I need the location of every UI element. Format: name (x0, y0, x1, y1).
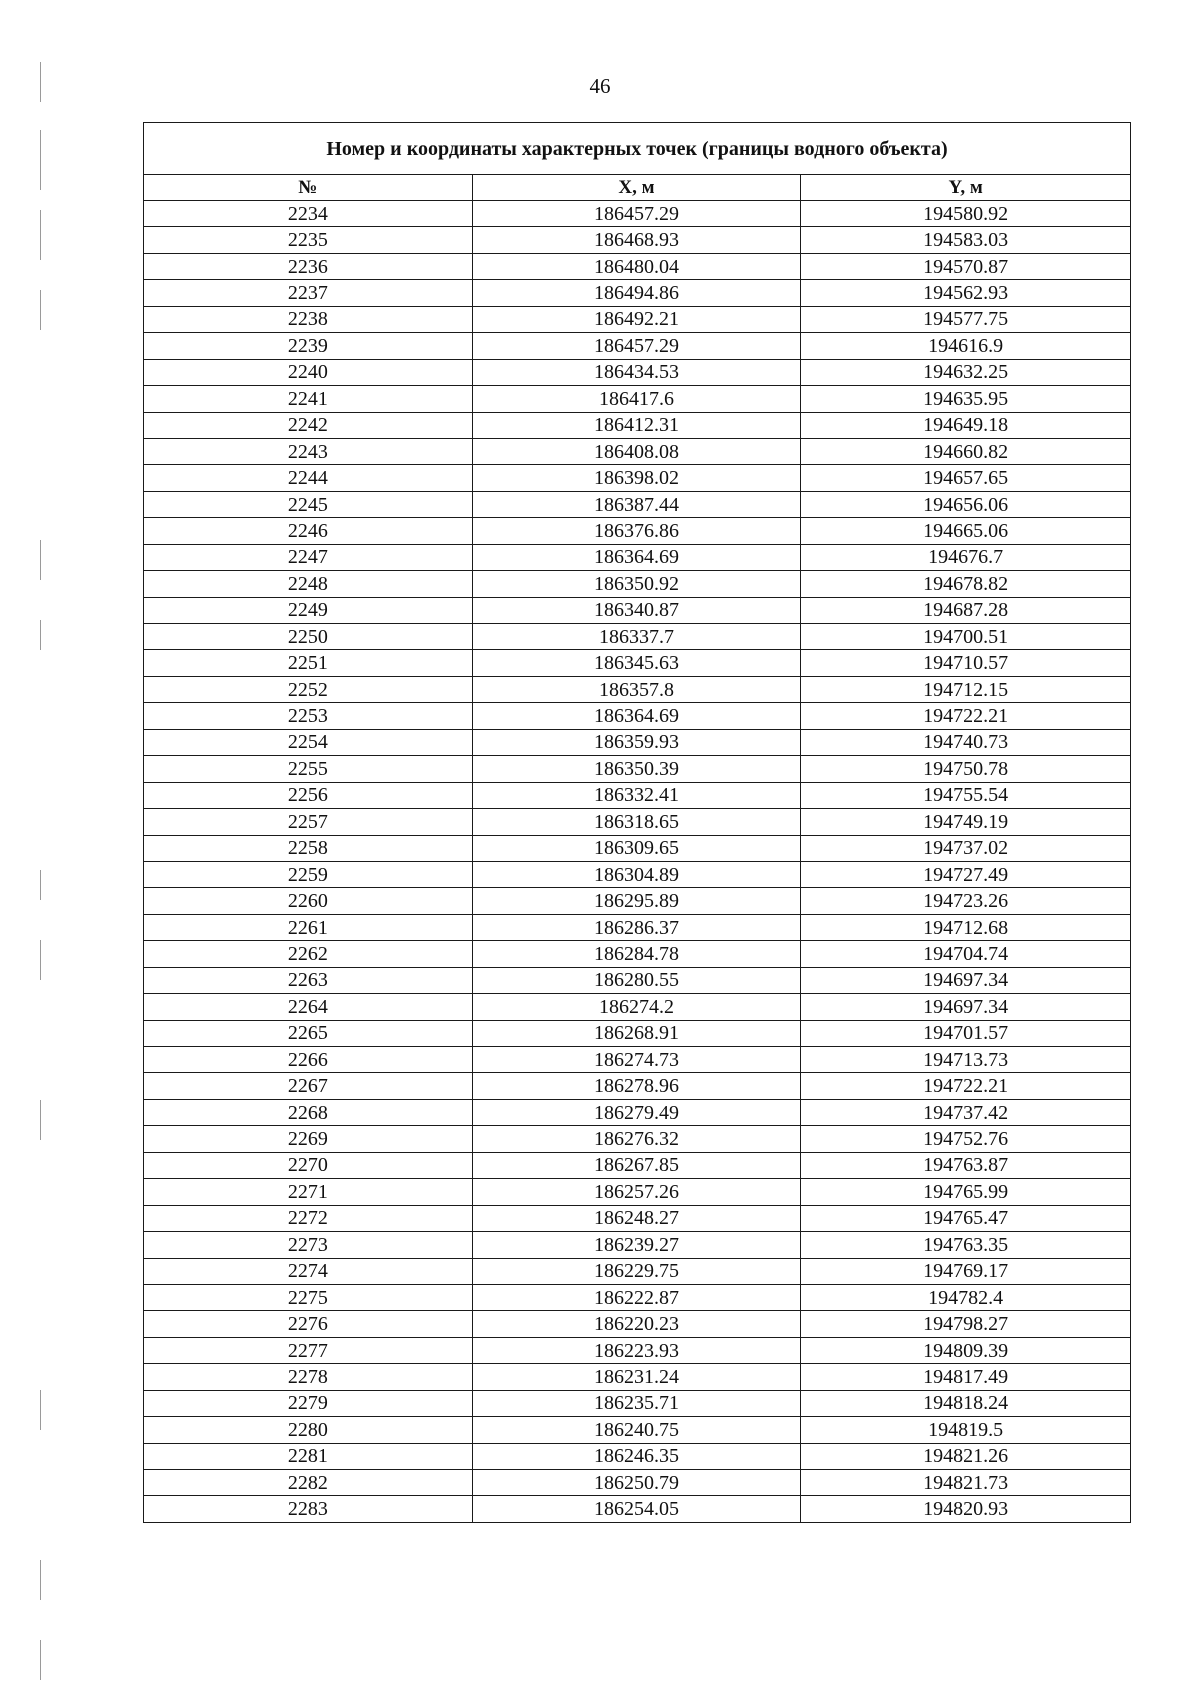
cell-x-coordinate: 186274.2 (472, 994, 801, 1020)
cell-y-coordinate: 194570.87 (801, 253, 1131, 279)
cell-x-coordinate: 186304.89 (472, 861, 801, 887)
cell-point-number: 2256 (144, 782, 473, 808)
cell-y-coordinate: 194700.51 (801, 624, 1131, 650)
cell-x-coordinate: 186235.71 (472, 1390, 801, 1416)
cell-point-number: 2255 (144, 756, 473, 782)
table-row (144, 280, 1131, 306)
cell-y-coordinate: 194769.17 (801, 1258, 1131, 1284)
table-body (144, 201, 1131, 1523)
cell-x-coordinate: 186350.39 (472, 756, 801, 782)
cell-point-number: 2261 (144, 914, 473, 940)
cell-y-coordinate: 194722.21 (801, 703, 1131, 729)
cell-point-number: 2270 (144, 1152, 473, 1178)
table-row (144, 624, 1131, 650)
cell-y-coordinate: 194665.06 (801, 518, 1131, 544)
cell-point-number: 2258 (144, 835, 473, 861)
cell-y-coordinate: 194635.95 (801, 386, 1131, 412)
cell-y-coordinate: 194820.93 (801, 1496, 1131, 1522)
cell-x-coordinate: 186468.93 (472, 227, 801, 253)
cell-x-coordinate: 186332.41 (472, 782, 801, 808)
cell-point-number: 2265 (144, 1020, 473, 1046)
column-header-number: № (144, 175, 473, 201)
cell-x-coordinate: 186284.78 (472, 941, 801, 967)
cell-x-coordinate: 186492.21 (472, 306, 801, 332)
cell-y-coordinate: 194818.24 (801, 1390, 1131, 1416)
cell-point-number: 2264 (144, 994, 473, 1020)
cell-x-coordinate: 186387.44 (472, 491, 801, 517)
table-row (144, 359, 1131, 385)
cell-x-coordinate: 186318.65 (472, 809, 801, 835)
cell-point-number: 2240 (144, 359, 473, 385)
table-row (144, 650, 1131, 676)
cell-point-number: 2251 (144, 650, 473, 676)
cell-point-number: 2263 (144, 967, 473, 993)
cell-y-coordinate: 194723.26 (801, 888, 1131, 914)
cell-point-number: 2273 (144, 1232, 473, 1258)
table-row (144, 1205, 1131, 1231)
table-row (144, 1258, 1131, 1284)
cell-x-coordinate: 186480.04 (472, 253, 801, 279)
table-row (144, 1284, 1131, 1310)
cell-point-number: 2259 (144, 861, 473, 887)
cell-y-coordinate: 194697.34 (801, 967, 1131, 993)
table-row (144, 782, 1131, 808)
cell-y-coordinate: 194755.54 (801, 782, 1131, 808)
table-row (144, 306, 1131, 332)
cell-x-coordinate: 186239.27 (472, 1232, 801, 1258)
table-title-row (144, 123, 1131, 175)
cell-x-coordinate: 186345.63 (472, 650, 801, 676)
table-row (144, 941, 1131, 967)
cell-x-coordinate: 186257.26 (472, 1179, 801, 1205)
cell-point-number: 2269 (144, 1126, 473, 1152)
table-row (144, 676, 1131, 702)
table-row (144, 544, 1131, 570)
cell-y-coordinate: 194765.47 (801, 1205, 1131, 1231)
cell-y-coordinate: 194687.28 (801, 597, 1131, 623)
cell-y-coordinate: 194649.18 (801, 412, 1131, 438)
cell-x-coordinate: 186417.6 (472, 386, 801, 412)
cell-x-coordinate: 186457.29 (472, 201, 801, 227)
cell-point-number: 2249 (144, 597, 473, 623)
cell-point-number: 2245 (144, 491, 473, 517)
scan-edge-mark (40, 130, 41, 190)
column-header-x: X, м (472, 175, 801, 201)
cell-point-number: 2234 (144, 201, 473, 227)
scan-edge-mark (40, 290, 41, 330)
cell-y-coordinate: 194616.9 (801, 333, 1131, 359)
cell-point-number: 2242 (144, 412, 473, 438)
cell-x-coordinate: 186359.93 (472, 729, 801, 755)
cell-point-number: 2281 (144, 1443, 473, 1469)
cell-y-coordinate: 194722.21 (801, 1073, 1131, 1099)
table-row (144, 756, 1131, 782)
table-row (144, 729, 1131, 755)
cell-y-coordinate: 194765.99 (801, 1179, 1131, 1205)
cell-x-coordinate: 186240.75 (472, 1417, 801, 1443)
cell-point-number: 2282 (144, 1470, 473, 1496)
cell-y-coordinate: 194819.5 (801, 1417, 1131, 1443)
scan-edge-mark (40, 940, 41, 980)
cell-point-number: 2252 (144, 676, 473, 702)
cell-x-coordinate: 186246.35 (472, 1443, 801, 1469)
cell-point-number: 2254 (144, 729, 473, 755)
cell-y-coordinate: 194737.02 (801, 835, 1131, 861)
cell-x-coordinate: 186248.27 (472, 1205, 801, 1231)
cell-point-number: 2272 (144, 1205, 473, 1231)
table-row (144, 703, 1131, 729)
cell-y-coordinate: 194712.15 (801, 676, 1131, 702)
table-row (144, 1390, 1131, 1416)
cell-point-number: 2276 (144, 1311, 473, 1337)
table-row (144, 1417, 1131, 1443)
table-row (144, 1073, 1131, 1099)
cell-x-coordinate: 186364.69 (472, 544, 801, 570)
cell-x-coordinate: 186340.87 (472, 597, 801, 623)
cell-y-coordinate: 194817.49 (801, 1364, 1131, 1390)
cell-x-coordinate: 186279.49 (472, 1099, 801, 1125)
cell-x-coordinate: 186268.91 (472, 1020, 801, 1046)
cell-x-coordinate: 186274.73 (472, 1047, 801, 1073)
cell-point-number: 2267 (144, 1073, 473, 1099)
cell-point-number: 2260 (144, 888, 473, 914)
table-row (144, 1364, 1131, 1390)
table-row (144, 835, 1131, 861)
cell-y-coordinate: 194798.27 (801, 1311, 1131, 1337)
table-row (144, 1020, 1131, 1046)
table-row (144, 227, 1131, 253)
cell-y-coordinate: 194656.06 (801, 491, 1131, 517)
cell-x-coordinate: 186254.05 (472, 1496, 801, 1522)
cell-y-coordinate: 194713.73 (801, 1047, 1131, 1073)
cell-point-number: 2274 (144, 1258, 473, 1284)
table-row (144, 491, 1131, 517)
table-row (144, 465, 1131, 491)
cell-y-coordinate: 194782.4 (801, 1284, 1131, 1310)
scan-edge-mark (40, 540, 41, 580)
cell-point-number: 2278 (144, 1364, 473, 1390)
cell-point-number: 2262 (144, 941, 473, 967)
table-row (144, 1443, 1131, 1469)
cell-x-coordinate: 186309.65 (472, 835, 801, 861)
table-title: Номер и координаты характерных точек (границы водного объекта) (144, 123, 1131, 175)
cell-y-coordinate: 194710.57 (801, 650, 1131, 676)
table-row (144, 914, 1131, 940)
cell-y-coordinate: 194577.75 (801, 306, 1131, 332)
cell-x-coordinate: 186398.02 (472, 465, 801, 491)
table-row (144, 967, 1131, 993)
cell-point-number: 2257 (144, 809, 473, 835)
cell-x-coordinate: 186376.86 (472, 518, 801, 544)
table-row (144, 1496, 1131, 1522)
cell-point-number: 2239 (144, 333, 473, 359)
cell-y-coordinate: 194749.19 (801, 809, 1131, 835)
cell-y-coordinate: 194657.65 (801, 465, 1131, 491)
cell-x-coordinate: 186278.96 (472, 1073, 801, 1099)
cell-point-number: 2275 (144, 1284, 473, 1310)
cell-y-coordinate: 194697.34 (801, 994, 1131, 1020)
table-row (144, 571, 1131, 597)
scan-edge-mark (40, 1390, 41, 1430)
cell-y-coordinate: 194809.39 (801, 1337, 1131, 1363)
cell-x-coordinate: 186295.89 (472, 888, 801, 914)
cell-point-number: 2235 (144, 227, 473, 253)
scan-edge-mark (40, 210, 41, 260)
cell-point-number: 2277 (144, 1337, 473, 1363)
cell-x-coordinate: 186457.29 (472, 333, 801, 359)
table-row (144, 201, 1131, 227)
scan-edge-mark (40, 1640, 41, 1680)
cell-point-number: 2268 (144, 1099, 473, 1125)
table-row (144, 386, 1131, 412)
cell-y-coordinate: 194678.82 (801, 571, 1131, 597)
cell-x-coordinate: 186412.31 (472, 412, 801, 438)
cell-x-coordinate: 186280.55 (472, 967, 801, 993)
table-row (144, 1337, 1131, 1363)
table-row (144, 333, 1131, 359)
cell-y-coordinate: 194750.78 (801, 756, 1131, 782)
cell-point-number: 2250 (144, 624, 473, 650)
table-row (144, 438, 1131, 464)
table-row (144, 518, 1131, 544)
cell-point-number: 2283 (144, 1496, 473, 1522)
cell-point-number: 2237 (144, 280, 473, 306)
cell-x-coordinate: 186286.37 (472, 914, 801, 940)
cell-x-coordinate: 186250.79 (472, 1470, 801, 1496)
page-number: 46 (589, 74, 611, 98)
table-row (144, 253, 1131, 279)
cell-point-number: 2279 (144, 1390, 473, 1416)
cell-x-coordinate: 186229.75 (472, 1258, 801, 1284)
cell-y-coordinate: 194583.03 (801, 227, 1131, 253)
table-row (144, 1099, 1131, 1125)
cell-point-number: 2246 (144, 518, 473, 544)
cell-y-coordinate: 194701.57 (801, 1020, 1131, 1046)
table-row (144, 1047, 1131, 1073)
coordinates-table (143, 122, 1131, 1523)
table-row (144, 1311, 1131, 1337)
cell-y-coordinate: 194704.74 (801, 941, 1131, 967)
cell-y-coordinate: 194763.35 (801, 1232, 1131, 1258)
table-row (144, 597, 1131, 623)
cell-point-number: 2243 (144, 438, 473, 464)
cell-point-number: 2247 (144, 544, 473, 570)
cell-y-coordinate: 194727.49 (801, 861, 1131, 887)
table-row (144, 888, 1131, 914)
cell-point-number: 2248 (144, 571, 473, 597)
cell-y-coordinate: 194737.42 (801, 1099, 1131, 1125)
cell-y-coordinate: 194740.73 (801, 729, 1131, 755)
cell-y-coordinate: 194752.76 (801, 1126, 1131, 1152)
cell-point-number: 2253 (144, 703, 473, 729)
cell-point-number: 2280 (144, 1417, 473, 1443)
cell-point-number: 2266 (144, 1047, 473, 1073)
cell-point-number: 2238 (144, 306, 473, 332)
cell-x-coordinate: 186408.08 (472, 438, 801, 464)
cell-y-coordinate: 194562.93 (801, 280, 1131, 306)
table-row (144, 1232, 1131, 1258)
table-header-row (144, 175, 1131, 201)
cell-x-coordinate: 186350.92 (472, 571, 801, 597)
cell-x-coordinate: 186231.24 (472, 1364, 801, 1390)
table-row (144, 861, 1131, 887)
cell-x-coordinate: 186276.32 (472, 1126, 801, 1152)
cell-point-number: 2244 (144, 465, 473, 491)
table-row (144, 412, 1131, 438)
cell-y-coordinate: 194580.92 (801, 201, 1131, 227)
table-row (144, 994, 1131, 1020)
table-row (144, 809, 1131, 835)
cell-x-coordinate: 186494.86 (472, 280, 801, 306)
cell-x-coordinate: 186364.69 (472, 703, 801, 729)
scan-edge-mark (40, 870, 41, 900)
cell-y-coordinate: 194676.7 (801, 544, 1131, 570)
table-row (144, 1152, 1131, 1178)
cell-y-coordinate: 194660.82 (801, 438, 1131, 464)
table-row (144, 1179, 1131, 1205)
cell-y-coordinate: 194763.87 (801, 1152, 1131, 1178)
cell-point-number: 2241 (144, 386, 473, 412)
cell-x-coordinate: 186222.87 (472, 1284, 801, 1310)
cell-y-coordinate: 194632.25 (801, 359, 1131, 385)
scan-edge-mark (40, 620, 41, 650)
cell-x-coordinate: 186357.8 (472, 676, 801, 702)
cell-point-number: 2271 (144, 1179, 473, 1205)
cell-x-coordinate: 186220.23 (472, 1311, 801, 1337)
table-row (144, 1126, 1131, 1152)
cell-x-coordinate: 186267.85 (472, 1152, 801, 1178)
cell-x-coordinate: 186337.7 (472, 624, 801, 650)
cell-y-coordinate: 194821.73 (801, 1470, 1131, 1496)
cell-y-coordinate: 194821.26 (801, 1443, 1131, 1469)
scan-edge-mark (40, 1100, 41, 1140)
table-row (144, 1470, 1131, 1496)
cell-x-coordinate: 186223.93 (472, 1337, 801, 1363)
cell-point-number: 2236 (144, 253, 473, 279)
cell-y-coordinate: 194712.68 (801, 914, 1131, 940)
cell-x-coordinate: 186434.53 (472, 359, 801, 385)
scan-edge-mark (40, 1560, 41, 1600)
column-header-y: Y, м (801, 175, 1131, 201)
